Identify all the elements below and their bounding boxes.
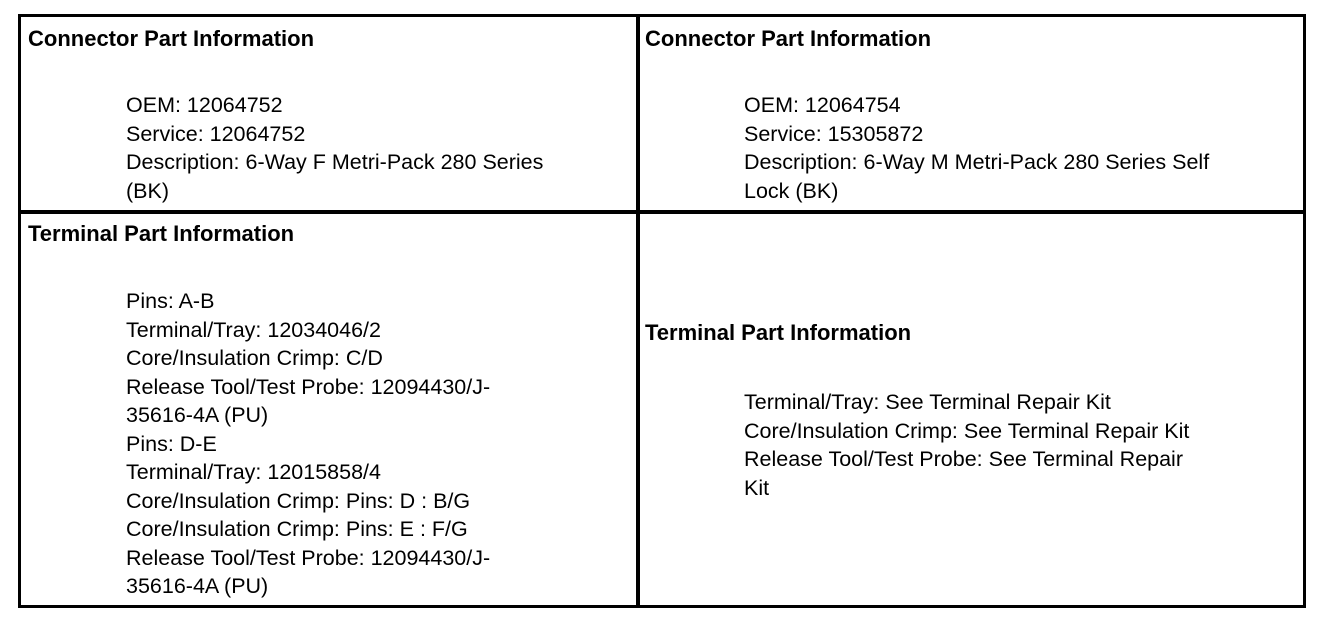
connector-part-heading-right: Connector Part Information [645, 26, 932, 51]
pins: Pins: D-E [126, 431, 217, 456]
description: Description: 6-Way F Metri-Pack 280 Series [126, 150, 544, 174]
connector-part-heading-left: Connector Part Information [28, 26, 315, 51]
connector-part-details-right [744, 91, 1209, 205]
oem-number: OEM: 12064754 [744, 93, 901, 117]
release-tool-test-probe: Release Tool/Test Probe: See Terminal Repair [744, 447, 1183, 471]
oem-number: OEM: 12064752 [126, 93, 283, 117]
core-insulation-crimp: Core/Insulation Crimp: C/D [126, 346, 383, 370]
terminal-part-heading-left: Terminal Part Information [28, 221, 295, 246]
terminal-tray: Terminal/Tray: 12015858/4 [126, 460, 381, 484]
terminal-part-details-left [126, 287, 490, 601]
release-tool-test-probe: Release Tool/Test Probe: 12094430/J- [126, 545, 491, 570]
release-tool-test-probe-continued: 35616-4A (PU) [126, 574, 269, 598]
core-insulation-crimp: Core/Insulation Crimp: See Terminal Repair Kit [744, 418, 1190, 443]
connector-info-table [18, 14, 1306, 608]
description: Description: 6-Way M Metri-Pack 280 Series Self [744, 150, 1210, 174]
row-divider [21, 210, 1303, 214]
service-number: Service: 15305872 [744, 121, 924, 146]
core-insulation-crimp: Core/Insulation Crimp: Pins: E : F/G [126, 517, 468, 541]
release-tool-test-probe-continued: 35616-4A (PU) [126, 403, 269, 427]
terminal-part-details-right [744, 388, 1189, 502]
pins: Pins: A-B [126, 289, 215, 313]
release-tool-test-probe-continued: Kit [744, 475, 770, 500]
connector-part-details-left [126, 91, 543, 205]
description-continued: Lock (BK) [744, 178, 839, 203]
description-continued: (BK) [126, 178, 169, 203]
column-divider [636, 17, 640, 605]
terminal-part-heading-right: Terminal Part Information [645, 320, 912, 345]
release-tool-test-probe: Release Tool/Test Probe: 12094430/J- [126, 374, 491, 399]
terminal-tray: Terminal/Tray: 12034046/2 [126, 317, 381, 342]
terminal-tray: Terminal/Tray: See Terminal Repair Kit [744, 390, 1111, 414]
core-insulation-crimp: Core/Insulation Crimp: Pins: D : B/G [126, 488, 471, 513]
service-number: Service: 12064752 [126, 121, 306, 146]
